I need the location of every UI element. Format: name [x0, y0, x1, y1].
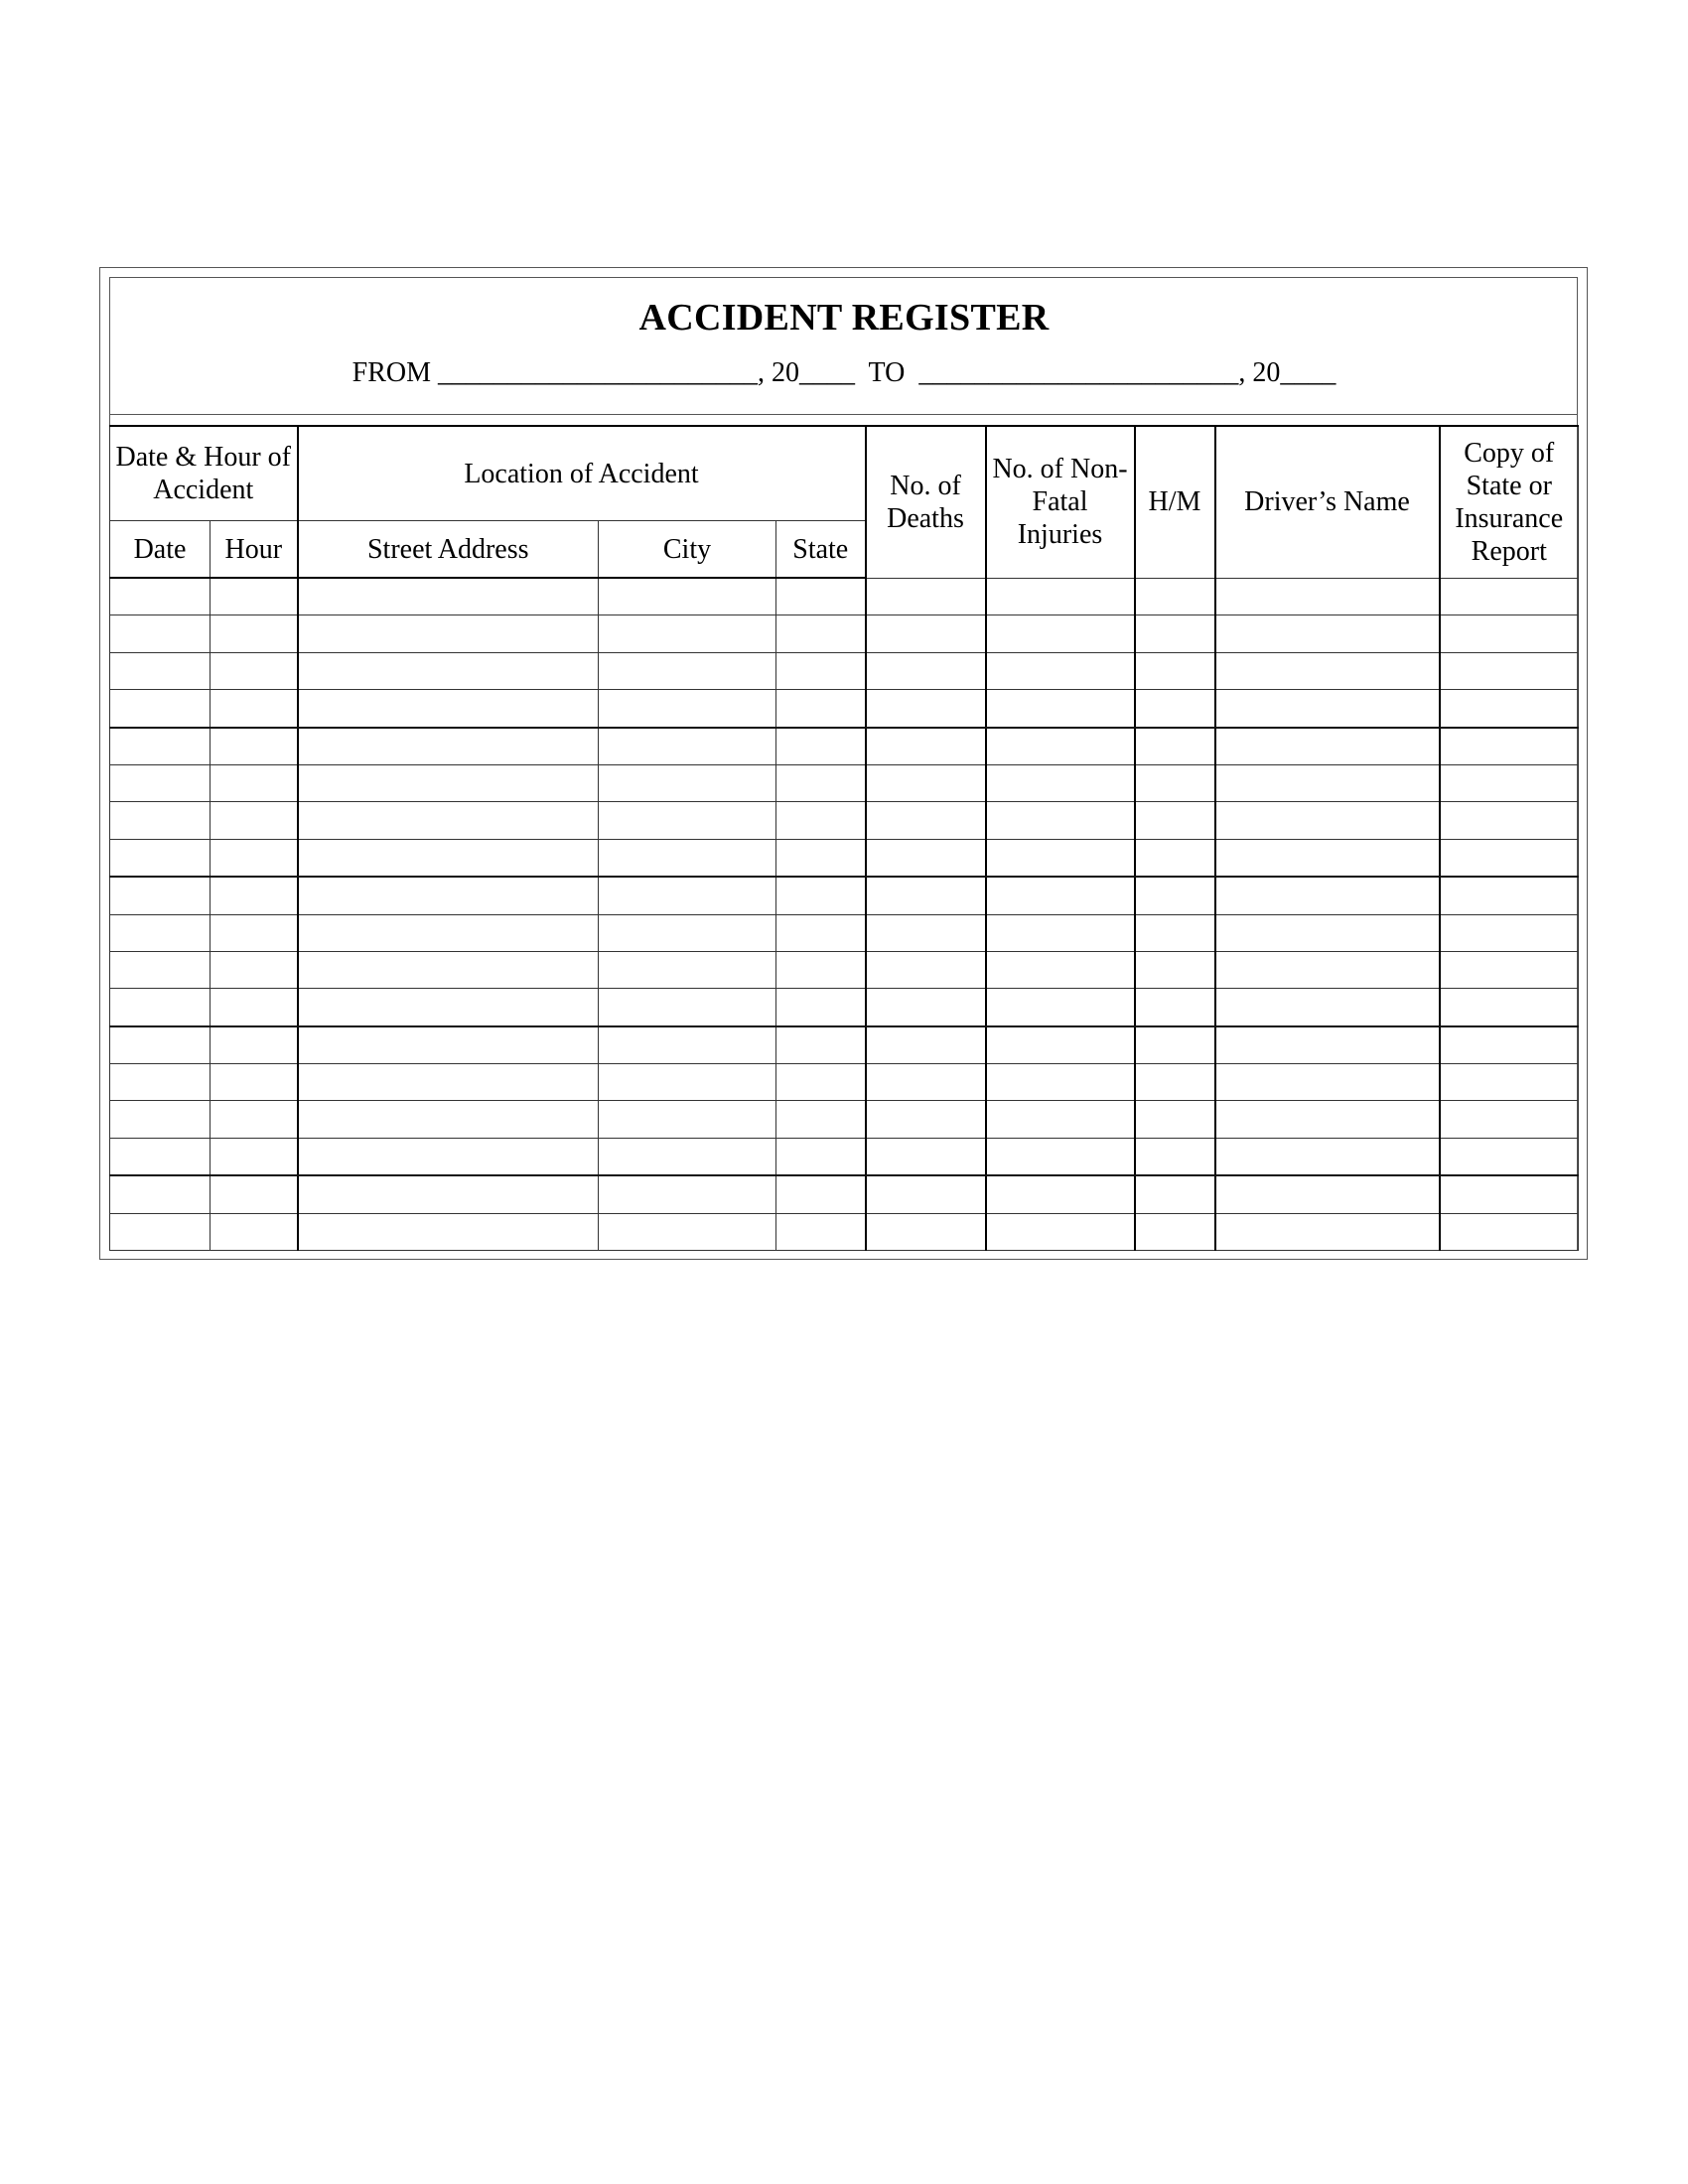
date-cell[interactable]	[110, 989, 211, 1026]
hm-cell[interactable]	[1135, 1138, 1215, 1175]
drivers-name-cell[interactable]	[1215, 1138, 1440, 1175]
table-row	[110, 802, 1579, 839]
street-address-cell[interactable]	[298, 1064, 599, 1101]
street-address-cell[interactable]	[298, 989, 599, 1026]
header-copy-of-report: Copy of State or Insurance Report	[1440, 426, 1579, 578]
state-cell[interactable]	[776, 1064, 866, 1101]
header-divider-line	[109, 414, 1578, 415]
street-address-cell[interactable]	[298, 578, 599, 615]
date-cell[interactable]	[110, 802, 211, 839]
state-cell[interactable]	[776, 690, 866, 728]
non-fatal-injuries-cell[interactable]	[986, 764, 1135, 801]
date-cell[interactable]	[110, 1138, 211, 1175]
deaths-cell[interactable]	[866, 1138, 986, 1175]
deaths-cell[interactable]	[866, 1213, 986, 1250]
city-cell[interactable]	[599, 690, 776, 728]
hour-cell[interactable]	[211, 914, 298, 951]
form-title: ACCIDENT REGISTER	[638, 297, 1050, 339]
table-row	[110, 1138, 1579, 1175]
city-cell[interactable]	[599, 989, 776, 1026]
non-fatal-injuries-cell[interactable]	[986, 839, 1135, 877]
street-address-cell[interactable]	[298, 1175, 599, 1213]
non-fatal-injuries-cell[interactable]	[986, 615, 1135, 652]
copy-of-report-cell[interactable]	[1440, 764, 1579, 801]
table-row	[110, 1101, 1579, 1138]
drivers-name-cell[interactable]	[1215, 615, 1440, 652]
drivers-name-cell[interactable]	[1215, 877, 1440, 914]
city-cell[interactable]	[599, 914, 776, 951]
hm-cell[interactable]	[1135, 914, 1215, 951]
deaths-cell[interactable]	[866, 802, 986, 839]
hm-cell[interactable]	[1135, 839, 1215, 877]
hm-cell[interactable]	[1135, 1101, 1215, 1138]
non-fatal-injuries-cell[interactable]	[986, 1138, 1135, 1175]
non-fatal-injuries-cell[interactable]	[986, 690, 1135, 728]
drivers-name-cell[interactable]	[1215, 839, 1440, 877]
deaths-cell[interactable]	[866, 1026, 986, 1064]
hm-cell[interactable]	[1135, 1175, 1215, 1213]
header-date: Date	[110, 521, 211, 579]
drivers-name-cell[interactable]	[1215, 1213, 1440, 1250]
hm-cell[interactable]	[1135, 652, 1215, 689]
deaths-cell[interactable]	[866, 652, 986, 689]
drivers-name-cell[interactable]	[1215, 1175, 1440, 1213]
state-cell[interactable]	[776, 839, 866, 877]
table-row	[110, 1213, 1579, 1250]
city-cell[interactable]	[599, 839, 776, 877]
deaths-cell[interactable]	[866, 1175, 986, 1213]
hour-cell[interactable]	[211, 802, 298, 839]
state-cell[interactable]	[776, 578, 866, 615]
city-cell[interactable]	[599, 652, 776, 689]
header-city: City	[599, 521, 776, 579]
header-no-of-deaths: No. of Deaths	[866, 426, 986, 578]
date-cell[interactable]	[110, 728, 211, 765]
hour-cell[interactable]	[211, 728, 298, 765]
copy-of-report-cell[interactable]	[1440, 690, 1579, 728]
hm-cell[interactable]	[1135, 1064, 1215, 1101]
header-date-hour-of-accident: Date & Hour of Accident	[110, 426, 298, 521]
table-row	[110, 951, 1579, 988]
header-drivers-name: Driver’s Name	[1215, 426, 1440, 578]
drivers-name-cell[interactable]	[1215, 989, 1440, 1026]
date-cell[interactable]	[110, 951, 211, 988]
hm-cell[interactable]	[1135, 728, 1215, 765]
drivers-name-cell[interactable]	[1215, 578, 1440, 615]
street-address-cell[interactable]	[298, 615, 599, 652]
header-no-of-non-fatal-injuries: No. of Non-Fatal Injuries	[986, 426, 1135, 578]
copy-of-report-cell[interactable]	[1440, 1064, 1579, 1101]
hour-cell[interactable]	[211, 839, 298, 877]
state-cell[interactable]	[776, 764, 866, 801]
city-cell[interactable]	[599, 1175, 776, 1213]
hm-cell[interactable]	[1135, 1026, 1215, 1064]
reporting-period-line[interactable]: FROM _______________________, 20____ TO _______________________, 20____	[352, 357, 1336, 388]
street-address-cell[interactable]	[298, 764, 599, 801]
state-cell[interactable]	[776, 914, 866, 951]
non-fatal-injuries-cell[interactable]	[986, 951, 1135, 988]
hm-cell[interactable]	[1135, 802, 1215, 839]
hour-cell[interactable]	[211, 989, 298, 1026]
date-cell[interactable]	[110, 615, 211, 652]
drivers-name-cell[interactable]	[1215, 914, 1440, 951]
city-cell[interactable]	[599, 1138, 776, 1175]
non-fatal-injuries-cell[interactable]	[986, 578, 1135, 615]
state-cell[interactable]	[776, 615, 866, 652]
non-fatal-injuries-cell[interactable]	[986, 1064, 1135, 1101]
copy-of-report-cell[interactable]	[1440, 914, 1579, 951]
table-row	[110, 1175, 1579, 1213]
header-location-of-accident: Location of Accident	[298, 426, 866, 521]
deaths-cell[interactable]	[866, 989, 986, 1026]
non-fatal-injuries-cell[interactable]	[986, 652, 1135, 689]
hour-cell[interactable]	[211, 1064, 298, 1101]
header-street-address: Street Address	[298, 521, 599, 579]
date-cell[interactable]	[110, 1175, 211, 1213]
table-row	[110, 652, 1579, 689]
drivers-name-cell[interactable]	[1215, 951, 1440, 988]
copy-of-report-cell[interactable]	[1440, 728, 1579, 765]
street-address-cell[interactable]	[298, 652, 599, 689]
city-cell[interactable]	[599, 877, 776, 914]
hour-cell[interactable]	[211, 1138, 298, 1175]
drivers-name-cell[interactable]	[1215, 764, 1440, 801]
non-fatal-injuries-cell[interactable]	[986, 877, 1135, 914]
non-fatal-injuries-cell[interactable]	[986, 728, 1135, 765]
date-cell[interactable]	[110, 1026, 211, 1064]
hm-cell[interactable]	[1135, 1213, 1215, 1250]
table-row	[110, 615, 1579, 652]
hm-cell[interactable]	[1135, 615, 1215, 652]
drivers-name-cell[interactable]	[1215, 1064, 1440, 1101]
deaths-cell[interactable]	[866, 615, 986, 652]
hour-cell[interactable]	[211, 764, 298, 801]
hm-cell[interactable]	[1135, 951, 1215, 988]
deaths-cell[interactable]	[866, 578, 986, 615]
copy-of-report-cell[interactable]	[1440, 615, 1579, 652]
table-row	[110, 690, 1579, 728]
city-cell[interactable]	[599, 1213, 776, 1250]
city-cell[interactable]	[599, 578, 776, 615]
deaths-cell[interactable]	[866, 728, 986, 765]
date-cell[interactable]	[110, 1213, 211, 1250]
copy-of-report-cell[interactable]	[1440, 1175, 1579, 1213]
city-cell[interactable]	[599, 615, 776, 652]
city-cell[interactable]	[599, 728, 776, 765]
non-fatal-injuries-cell[interactable]	[986, 1175, 1135, 1213]
city-cell[interactable]	[599, 1101, 776, 1138]
state-cell[interactable]	[776, 951, 866, 988]
deaths-cell[interactable]	[866, 1101, 986, 1138]
non-fatal-injuries-cell[interactable]	[986, 802, 1135, 839]
non-fatal-injuries-cell[interactable]	[986, 914, 1135, 951]
deaths-cell[interactable]	[866, 764, 986, 801]
non-fatal-injuries-cell[interactable]	[986, 989, 1135, 1026]
table-row	[110, 728, 1579, 765]
non-fatal-injuries-cell[interactable]	[986, 1213, 1135, 1250]
city-cell[interactable]	[599, 764, 776, 801]
hour-cell[interactable]	[211, 1026, 298, 1064]
drivers-name-cell[interactable]	[1215, 652, 1440, 689]
hour-cell[interactable]	[211, 690, 298, 728]
street-address-cell[interactable]	[298, 877, 599, 914]
state-cell[interactable]	[776, 652, 866, 689]
copy-of-report-cell[interactable]	[1440, 839, 1579, 877]
copy-of-report-cell[interactable]	[1440, 652, 1579, 689]
accident-register-table	[109, 425, 1579, 1251]
deaths-cell[interactable]	[866, 839, 986, 877]
street-address-cell[interactable]	[298, 728, 599, 765]
drivers-name-cell[interactable]	[1215, 802, 1440, 839]
hm-cell[interactable]	[1135, 989, 1215, 1026]
city-cell[interactable]	[599, 1064, 776, 1101]
table-row	[110, 914, 1579, 951]
date-cell[interactable]	[110, 914, 211, 951]
deaths-cell[interactable]	[866, 1064, 986, 1101]
hour-cell[interactable]	[211, 615, 298, 652]
date-cell[interactable]	[110, 690, 211, 728]
hm-cell[interactable]	[1135, 764, 1215, 801]
state-cell[interactable]	[776, 728, 866, 765]
street-address-cell[interactable]	[298, 914, 599, 951]
hour-cell[interactable]	[211, 1101, 298, 1138]
copy-of-report-cell[interactable]	[1440, 1026, 1579, 1064]
street-address-cell[interactable]	[298, 839, 599, 877]
hour-cell[interactable]	[211, 1213, 298, 1250]
drivers-name-cell[interactable]	[1215, 1026, 1440, 1064]
city-cell[interactable]	[599, 951, 776, 988]
non-fatal-injuries-cell[interactable]	[986, 1026, 1135, 1064]
street-address-cell[interactable]	[298, 1026, 599, 1064]
hm-cell[interactable]	[1135, 877, 1215, 914]
street-address-cell[interactable]	[298, 802, 599, 839]
copy-of-report-cell[interactable]	[1440, 1138, 1579, 1175]
hour-cell[interactable]	[211, 652, 298, 689]
deaths-cell[interactable]	[866, 951, 986, 988]
hour-cell[interactable]	[211, 877, 298, 914]
hour-cell[interactable]	[211, 578, 298, 615]
street-address-cell[interactable]	[298, 1213, 599, 1250]
state-cell[interactable]	[776, 877, 866, 914]
date-cell[interactable]	[110, 839, 211, 877]
street-address-cell[interactable]	[298, 690, 599, 728]
state-cell[interactable]	[776, 1138, 866, 1175]
state-cell[interactable]	[776, 1026, 866, 1064]
copy-of-report-cell[interactable]	[1440, 951, 1579, 988]
state-cell[interactable]	[776, 1175, 866, 1213]
copy-of-report-cell[interactable]	[1440, 578, 1579, 615]
copy-of-report-cell[interactable]	[1440, 802, 1579, 839]
copy-of-report-cell[interactable]	[1440, 989, 1579, 1026]
table-row	[110, 1026, 1579, 1064]
date-cell[interactable]	[110, 652, 211, 689]
table-row	[110, 578, 1579, 615]
table-row	[110, 839, 1579, 877]
table-row	[110, 1064, 1579, 1101]
hm-cell[interactable]	[1135, 578, 1215, 615]
state-cell[interactable]	[776, 989, 866, 1026]
hour-cell[interactable]	[211, 951, 298, 988]
table-row	[110, 989, 1579, 1026]
table-row	[110, 764, 1579, 801]
drivers-name-cell[interactable]	[1215, 1101, 1440, 1138]
city-cell[interactable]	[599, 802, 776, 839]
state-cell[interactable]	[776, 1213, 866, 1250]
date-cell[interactable]	[110, 578, 211, 615]
date-cell[interactable]	[110, 1101, 211, 1138]
city-cell[interactable]	[599, 1026, 776, 1064]
state-cell[interactable]	[776, 802, 866, 839]
street-address-cell[interactable]	[298, 951, 599, 988]
header-state: State	[776, 521, 866, 579]
street-address-cell[interactable]	[298, 1101, 599, 1138]
copy-of-report-cell[interactable]	[1440, 1213, 1579, 1250]
deaths-cell[interactable]	[866, 877, 986, 914]
copy-of-report-cell[interactable]	[1440, 1101, 1579, 1138]
non-fatal-injuries-cell[interactable]	[986, 1101, 1135, 1138]
header-hour: Hour	[211, 521, 298, 579]
date-cell[interactable]	[110, 1064, 211, 1101]
header-hm: H/M	[1135, 426, 1215, 578]
hm-cell[interactable]	[1135, 690, 1215, 728]
deaths-cell[interactable]	[866, 690, 986, 728]
drivers-name-cell[interactable]	[1215, 690, 1440, 728]
drivers-name-cell[interactable]	[1215, 728, 1440, 765]
date-cell[interactable]	[110, 764, 211, 801]
street-address-cell[interactable]	[298, 1138, 599, 1175]
table-row	[110, 877, 1579, 914]
state-cell[interactable]	[776, 1101, 866, 1138]
date-cell[interactable]	[110, 877, 211, 914]
copy-of-report-cell[interactable]	[1440, 877, 1579, 914]
deaths-cell[interactable]	[866, 914, 986, 951]
hour-cell[interactable]	[211, 1175, 298, 1213]
